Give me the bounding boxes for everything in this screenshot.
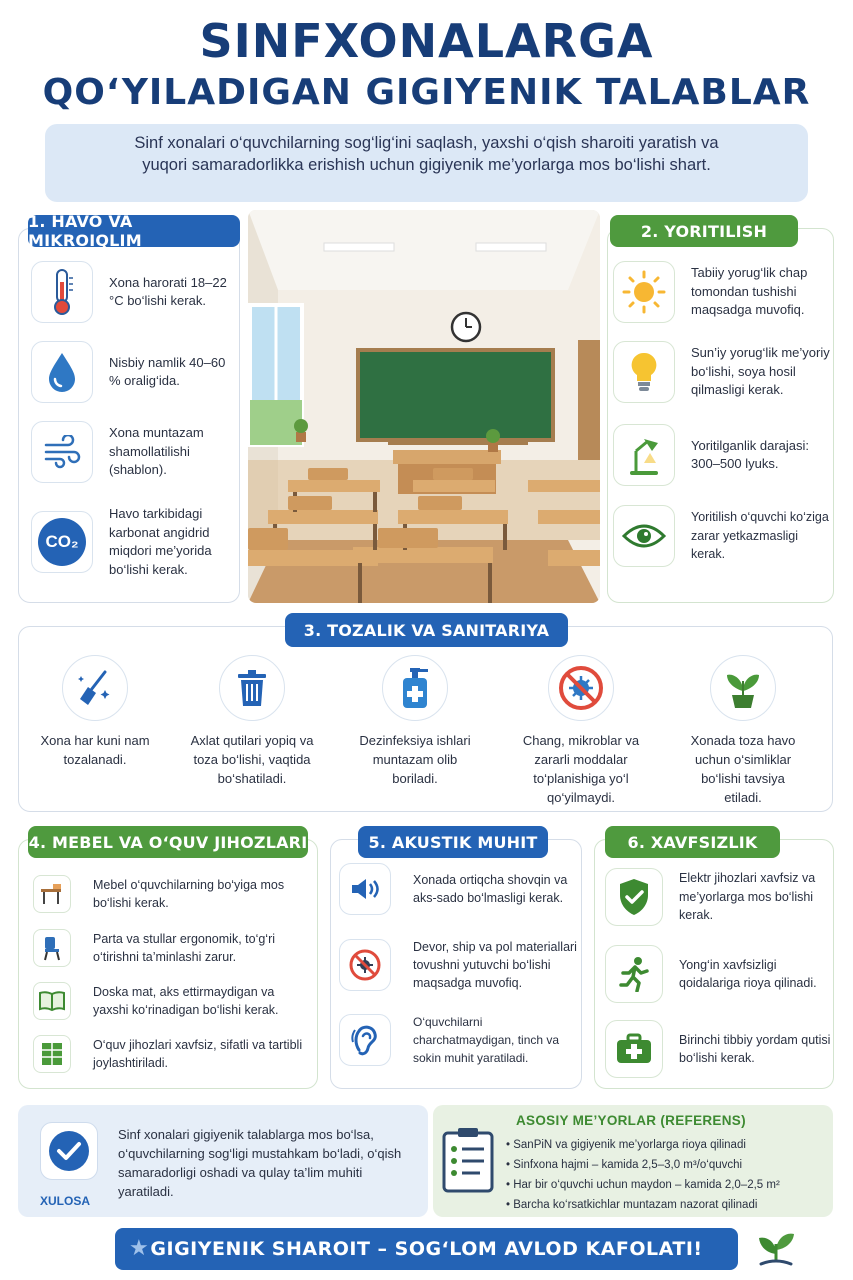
- item-text: Tabiiy yorug‘lik chap tomondan tushishi maqsadga muvofiq.: [691, 265, 808, 318]
- list-item: [613, 505, 831, 567]
- item-text: Devor, ship va pol materiallari tovushni yutuvchi bo‘lishi maqsadga muvofiq.: [413, 940, 577, 990]
- speaker-icon: [339, 863, 391, 915]
- light-bulb-icon: [613, 341, 675, 403]
- item-text: Xona harorati 18–22 °C bo‘lishi kerak.: [109, 274, 227, 308]
- list-item: [339, 938, 579, 992]
- item-text: Doska mat, aks ettirmaydigan va yaxshi ko‘rinadigan bo‘lishi kerak.: [93, 985, 279, 1017]
- footer-slogan: GIGIYENIK SHAROIT – SOG‘LOM AVLOD KAFOLATI!: [150, 1238, 703, 1260]
- section-furniture-header: 4. MEBEL VA O‘QUV JIHOZLARI: [28, 826, 308, 858]
- list-item: [605, 1020, 831, 1078]
- sanitizer-icon: [382, 655, 448, 721]
- item-text: Dezinfeksiya ishlari muntazam olib boriladi.: [359, 733, 471, 786]
- desk-lamp-icon: [613, 424, 675, 486]
- item-text: Yoritilganlik darajasi: 300–500 lyuks.: [691, 437, 810, 471]
- chair-icon: [33, 929, 71, 967]
- first-aid-icon: [605, 1020, 663, 1078]
- list-item: • Har bir o‘quvchi uchun maydon – kamida 2,0–2,5 m²: [506, 1179, 780, 1191]
- list-item: [31, 421, 236, 483]
- wind-icon: [31, 421, 93, 483]
- norms-list: [506, 1135, 831, 1215]
- clipboard-icon: [440, 1125, 496, 1198]
- sprout-icon: [755, 1226, 797, 1275]
- item-text: O‘quv jihozlari xavfsiz, sifatli va tartibli joylashtiriladi.: [93, 1038, 303, 1070]
- list-item: [340, 655, 490, 788]
- list-item: [339, 1013, 579, 1067]
- list-item: [33, 1035, 313, 1073]
- cabinet-icon: [33, 1035, 71, 1073]
- item-text: Elektr jihozlari xavfsiz va me’yorlarga mos bo‘lishi kerak.: [679, 871, 816, 923]
- conclusion-label: XULOSA: [40, 1194, 91, 1208]
- item-text: Xonada toza havo uchun o‘simliklar bo‘lishi tavsiya etiladi.: [690, 733, 796, 805]
- broom-icon: [62, 655, 128, 721]
- item-text: O‘quvchilarni charchatmaydigan, tinch va sokin muhit yaratiladi.: [413, 1015, 560, 1065]
- list-item: [605, 945, 831, 1003]
- list-item: [506, 655, 656, 807]
- page-title-line1: SINFXONALARGA: [199, 14, 654, 68]
- section-safety-header: 6. XAVFSIZLIK: [605, 826, 780, 858]
- list-item: • Barcha ko‘rsatkichlar muntazam nazorat qilinadi: [506, 1199, 758, 1211]
- list-item: [33, 929, 313, 967]
- item-text: Birinchi tibbiy yordam qutisi bo‘lishi kerak.: [679, 1032, 831, 1065]
- item-text: Xonada ortiqcha shovqin va aks-sado bo‘lmasligi kerak.: [413, 873, 568, 905]
- no-germs-icon: [548, 655, 614, 721]
- intro-box: Sinf xonalari o‘quvchilarning sog‘lig‘ini saqlash, yaxshi o‘qish sharoiti yaratish va yuqori samaradorlikka erishish uchun gigiyenik me’yorlarga mos bo‘lishi shart.: [45, 124, 808, 202]
- item-text: Yong‘in xavfsizligi qoidalariga rioya qilinadi.: [679, 957, 817, 990]
- list-item: [31, 261, 236, 323]
- conclusion-text: Sinf xonalari gigiyenik talablarga mos bo‘lsa, o‘quvchilarning sog‘ligi mustahkam bo‘ladi, o‘qish samaradorligi oshadi va qulay ta’lim muhiti yaratiladi.: [118, 1127, 402, 1199]
- list-item: [31, 505, 236, 579]
- item-text: Yoritilish o‘quvchi ko‘ziga zarar yetkazmasligi kerak.: [691, 510, 829, 562]
- list-item: [20, 655, 170, 769]
- co2-label: CO₂: [38, 518, 86, 566]
- list-item: [613, 341, 831, 403]
- co2-icon: [31, 511, 93, 573]
- classroom-illustration: [248, 210, 600, 603]
- item-text: Chang, mikroblar va zararli moddalar to‘planishiga yo‘l qo‘yilmaydi.: [522, 733, 640, 805]
- book-icon: [33, 982, 71, 1020]
- check-circle-icon: [40, 1122, 98, 1180]
- water-drop-icon: [31, 341, 93, 403]
- trash-bin-icon: [219, 655, 285, 721]
- ear-icon: [339, 1014, 391, 1066]
- item-text: Havo tarkibidagi karbonat angidrid miqdori me’yorida bo‘lishi kerak.: [109, 506, 212, 577]
- page-title-line2: QO‘YILADIGAN GIGIYENIK TALABLAR: [42, 72, 811, 113]
- item-text: Sun’iy yorug‘lik me’yoriy bo‘lishi, soya hosil qilmasligi kerak.: [691, 345, 830, 398]
- fire-exit-icon: [605, 945, 663, 1003]
- eye-icon: [613, 505, 675, 567]
- list-item: • SanPiN va gigiyenik me’yorlarga rioya qilinadi: [506, 1139, 746, 1151]
- thermometer-icon: [31, 261, 93, 323]
- desk-icon: [33, 875, 71, 913]
- item-text: Axlat qutilari yopiq va toza bo‘lishi, vaqtida bo‘shatiladi.: [190, 733, 314, 786]
- star-icon: ★: [129, 1236, 150, 1261]
- list-item: [339, 863, 579, 915]
- list-item: [613, 424, 831, 486]
- item-text: Xona muntazam shamollatilishi (shablon).: [109, 425, 204, 478]
- norms-title: ASOSIY ME’YORLAR (REFERENS): [516, 1113, 746, 1128]
- list-item: [613, 261, 831, 323]
- section-acoustic-header: 5. AKUSTIK MUHIT: [358, 826, 548, 858]
- list-item: • Sinfxona hajmi – kamida 2,5–3,0 m³/o‘quvchi: [506, 1159, 743, 1171]
- list-item: [33, 982, 313, 1020]
- item-text: Mebel o‘quvchilarning bo‘yiga mos bo‘lishi kerak.: [93, 878, 285, 910]
- no-noise-icon: [339, 939, 391, 991]
- item-text: Xona har kuni nam tozalanadi.: [40, 733, 150, 767]
- section-air-header: 1. HAVO VA MIKROIQLIM: [28, 215, 240, 247]
- list-item: [33, 875, 313, 913]
- item-text: Parta va stullar ergonomik, to‘g‘ri o‘tirishni ta’minlashi zarur.: [93, 932, 276, 964]
- section-cleanliness-header: 3. TOZALIK VA SANITARIYA: [285, 613, 568, 647]
- list-item: [31, 341, 236, 403]
- plant-icon: [710, 655, 776, 721]
- list-item: [668, 655, 818, 807]
- list-item: [605, 868, 831, 926]
- footer-banner: [115, 1228, 738, 1270]
- section-lighting-header: 2. YORITILISH: [610, 215, 798, 247]
- shield-check-icon: [605, 868, 663, 926]
- sun-icon: [613, 261, 675, 323]
- item-text: Nisbiy namlik 40–60 % oralig‘ida.: [109, 354, 226, 388]
- list-item: [177, 655, 327, 788]
